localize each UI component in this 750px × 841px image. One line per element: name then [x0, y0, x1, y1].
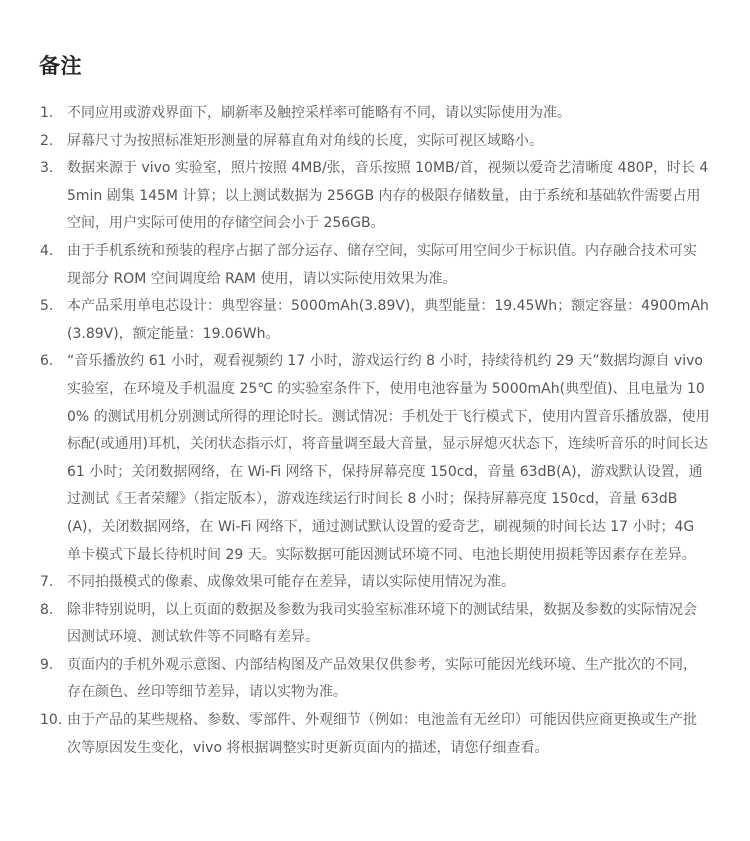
note-text: 由于产品的某些规格、参数、零部件、外观细节（例如：电池盖有无丝印）可能因供应商更换或生产批次等原因发生变化，vivo 将根据调整实时更新页面内的描述，请您仔细查看。: [67, 712, 697, 756]
page-title: 备注: [39, 54, 82, 78]
note-number: 9.: [40, 656, 54, 673]
note-text: 不同应用或游戏界面下，刷新率及触控采样率可能略有不同，请以实际使用为准。: [67, 105, 571, 121]
note-text: “音乐播放约 61 小时，观看视频约 17 小时，游戏运行约 8 小时，持续待机约 29 天”数据均源自 vivo 实验室，在环境及手机温度 25℃ 的实验室条件下，使用电池容量为 5000mAh(典型值)、且电量为 100% 的测试用机分别测试所得的理论时长。测试情况：手机处于飞行模式下，使用内置音乐播放器，使用标配(或通用)耳机，关闭状态指示灯，将音量调至最大音量，显示屏熄灭状态下，连续听音乐的时间长达 61 小时；关闭数据网络，在 Wi-Fi 网络下，保持屏幕亮度 150cd，音量 63dB(A)，游戏默认设置，通过测试《王者荣耀》（指定版本），游戏连续运行时间长 8 小时；保持屏幕亮度 150cd，音量 63dB(A)，关闭数据网络，在 Wi-Fi 网络下，通过测试默认设置的爱奇艺，刷视频的时间长达 17 小时；4G 单卡模式下最长待机时间 29 天。实际数据可能因测试环境不同、电池长期使用损耗等因素存在差异。: [67, 353, 710, 563]
note-item-2: [40, 128, 710, 156]
note-number: 1.: [40, 105, 54, 121]
note-number: 10.: [40, 712, 63, 729]
note-number: 2.: [40, 132, 54, 149]
note-item-9: [40, 652, 710, 707]
note-number: 6.: [40, 353, 54, 370]
note-item-6: [40, 348, 710, 569]
note-text: 页面内的手机外观示意图、内部结构图及产品效果仅供参考，实际可能因光线环境、生产批次的不同，存在颜色、丝印等细节差异，请以实物为准。: [67, 656, 697, 701]
note-number: 4.: [40, 242, 54, 259]
note-text: 数据来源于 vivo 实验室，照片按照 4MB/张，音乐按照 10MB/首，视频以爱奇艺清晰度 480P，时长 45min 剧集 145M 计算；以上测试数据为 256GB 内存的极限存储数量，由于系统和基础软件需要占用空间，用户实际可使用的存储空间会小于 256GB。: [67, 160, 709, 232]
note-item-5: [40, 293, 710, 348]
note-text: 除非特别说明，以上页面的数据及参数为我司实验室标准环境下的测试结果，数据及参数的实际情况会因测试环境、测试软件等不同略有差异。: [67, 601, 697, 646]
note-number: 7.: [40, 574, 54, 591]
note-text: 屏幕尺寸为按照标准矩形测量的屏幕直角对角线的长度，实际可视区域略小。: [67, 132, 543, 149]
note-number: 5.: [40, 298, 54, 315]
note-text: 不同拍摄模式的像素、成像效果可能存在差异，请以实际使用情况为准。: [67, 574, 515, 591]
note-number: 3.: [40, 160, 54, 177]
note-text: 本产品采用单电芯设计：典型容量：5000mAh(3.89V)，典型能量：19.45Wh；额定容量：4900mAh(3.89V)，额定能量：19.06Wh。: [67, 298, 709, 342]
note-item-7: [40, 569, 710, 597]
note-text: 由于手机系统和预装的程序占据了部分运存、储存空间，实际可用空间少于标识值。内存融合技术可实现部分 ROM 空间调度给 RAM 使用，请以实际使用效果为准。: [67, 242, 697, 287]
note-item-3: [40, 155, 710, 238]
note-item-4: [40, 238, 710, 293]
note-item-1: [40, 100, 710, 128]
notes-list: [40, 100, 710, 762]
note-item-8: [40, 597, 710, 652]
note-item-10: [40, 707, 710, 762]
note-number: 8.: [40, 601, 54, 618]
